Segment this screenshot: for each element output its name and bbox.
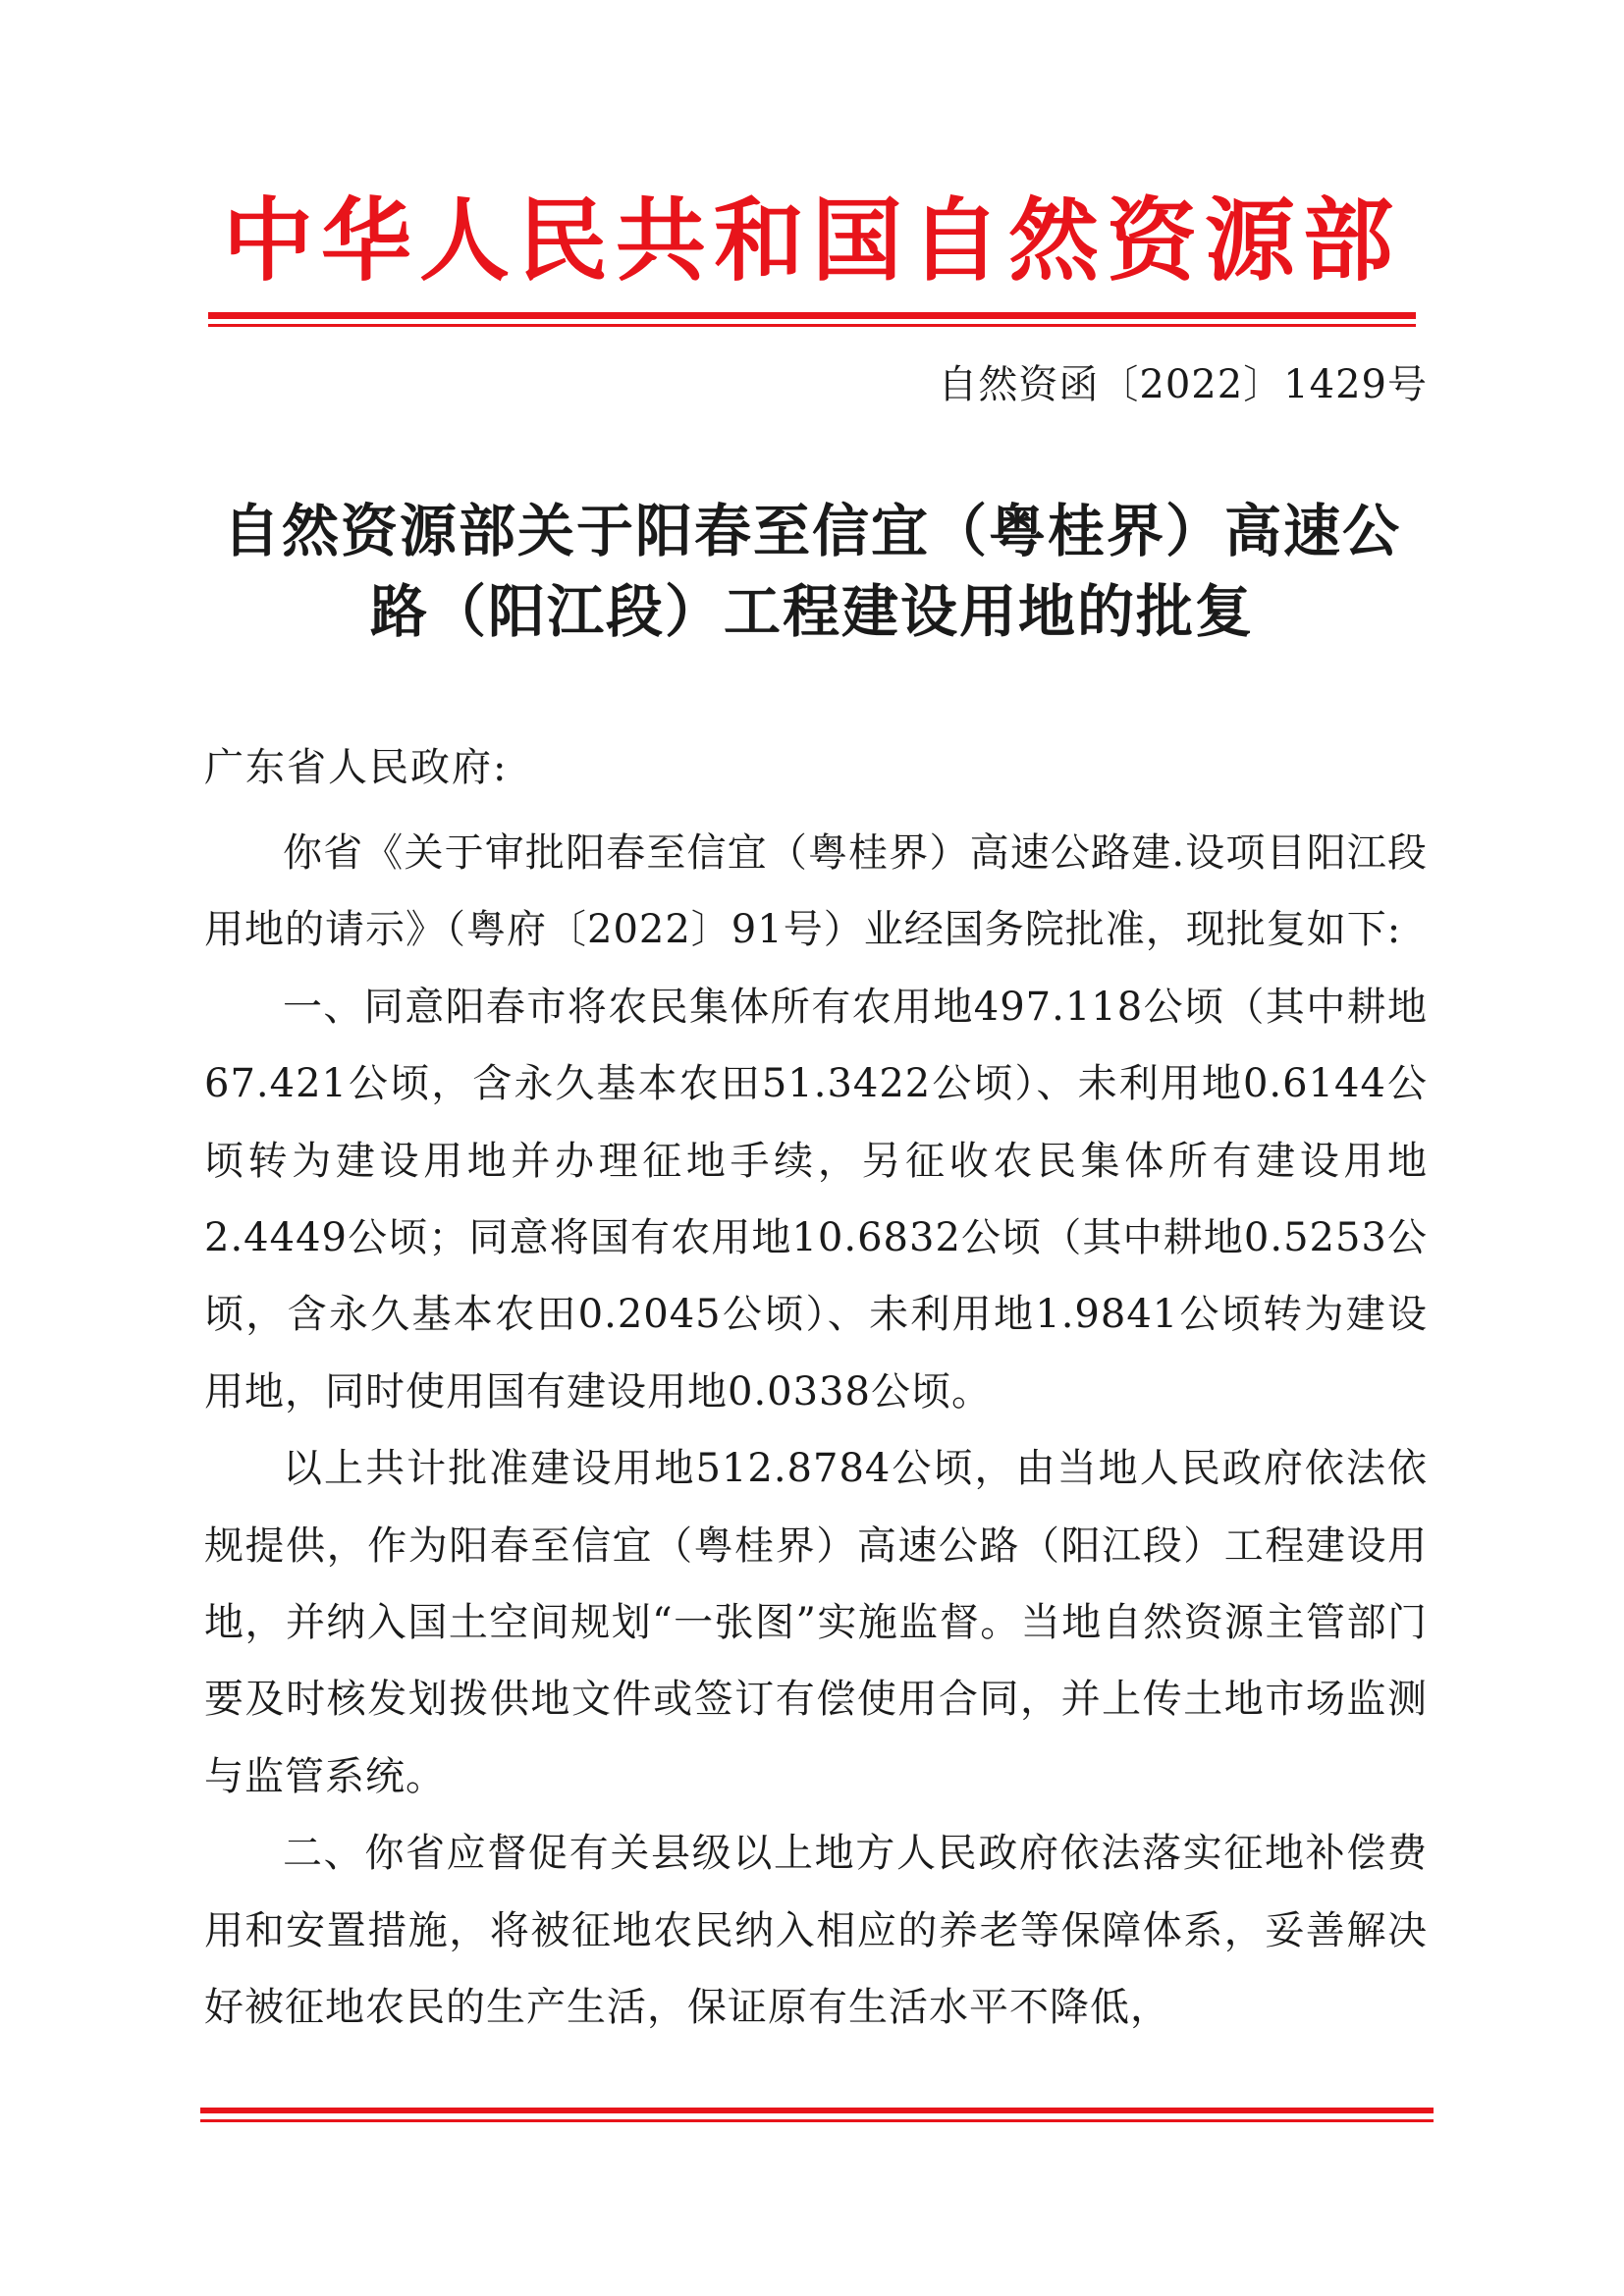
addressee: 广东省人民政府: bbox=[204, 745, 509, 790]
letterhead-rule-thin bbox=[208, 324, 1416, 327]
paragraph-intro: 你省《关于审批阳春至信宜（粤桂界）高速公路建.设项目阳江段用地的请示》（粤府〔2022〕91号）业经国务院批准，现批复如下: bbox=[204, 830, 1428, 953]
document-title-line-2: 路（阳江段）工程建设用地的批复 bbox=[369, 578, 1254, 645]
footer-rule-thin bbox=[200, 2119, 1434, 2122]
document-title-line-1: 自然资源部关于阳春至信宜（粤桂界）高速公 bbox=[222, 498, 1401, 564]
paragraph-total: 以上共计批准建设用地512.8784公顷，由当地人民政府依法依规提供，作为阳春至信宜（粤桂界）高速公路（阳江段）工程建设用地，并纳入国土空间规划“一张图”实施监督。当地自然资源主管部门要及时核发划拨供地文件或签订有偿使用合同，并上传土地市场监测与监管系统。 bbox=[204, 1446, 1428, 1799]
letterhead-title: 中华人民共和国自然资源部 bbox=[222, 188, 1401, 294]
footer-rule-thick bbox=[200, 2108, 1434, 2113]
paragraph-item-2: 二、你省应督促有关县级以上地方人民政府依法落实征地补偿费用和安置措施，将被征地农民纳入相应的养老等保障体系，妥善解决好被征地农民的生产生活，保证原有生活水平不降低， bbox=[204, 1831, 1428, 2031]
letterhead-rule-thick bbox=[208, 312, 1416, 319]
document-number: 自然资函〔2022〕1429号 bbox=[938, 362, 1428, 407]
document-title bbox=[196, 491, 1428, 652]
paragraph-item-1: 一、同意阳春市将农民集体所有农用地497.118公顷（其中耕地67.421公顷，含永久基本农田51.3422公顷）、未利用地0.6144公顷转为建设用地并办理征地手续，另征收农民集体所有建设用地2.4449公顷；同意将国有农用地10.6832公顷（其中耕地0.5253公顷，含永久基本农田0.2045公顷）、未利用地1.9841公顷转为建设用地，同时使用国有建设用地0.0338公顷。 bbox=[204, 984, 1428, 1415]
body-text bbox=[204, 815, 1428, 2047]
